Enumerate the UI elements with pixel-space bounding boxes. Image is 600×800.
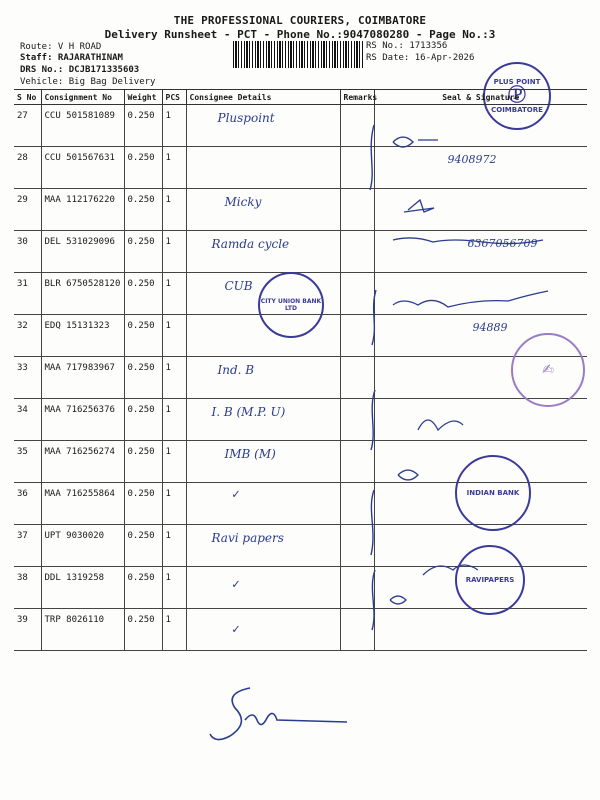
cell-weight: 0.250 xyxy=(124,567,162,609)
stamp-indian-bank-name: INDIAN BANK xyxy=(466,489,520,497)
runsheet-subtitle: Delivery Runsheet - PCT - Phone No.:9047080280 - Page No.:3 xyxy=(104,28,496,41)
ravi-papers-stamp xyxy=(455,545,525,615)
phone-handwriting: 94889 xyxy=(472,321,508,334)
consignee-handwriting: CUB xyxy=(224,279,253,293)
cell-consignment: MAA 716255864 xyxy=(41,483,124,525)
cell-pcs: 1 xyxy=(162,315,186,357)
cell-consignment: BLR 6750528120 xyxy=(41,273,124,315)
remarks-brackets xyxy=(362,110,388,640)
cell-sno: 29 xyxy=(14,189,41,231)
staff-text: Staff: RAJARATHINAM xyxy=(20,53,123,63)
consignee-handwriting: I. B (M.P. U) xyxy=(211,405,286,419)
drs-number: DRS No.: DCJB171335603 xyxy=(20,65,140,75)
cell-sno: 27 xyxy=(14,105,41,147)
cell-consignment: DEL 531029096 xyxy=(41,231,124,273)
stamp-ravi-papers-name: RAVIPAPERS xyxy=(465,576,515,584)
col-weight: Weight xyxy=(124,90,162,105)
cell-pcs: 1 xyxy=(162,105,186,147)
cell-pcs: 1 xyxy=(162,441,186,483)
cell-pcs: 1 xyxy=(162,567,186,609)
cell-consignee xyxy=(186,231,340,273)
cell-sno: 36 xyxy=(14,483,41,525)
cell-weight: 0.250 xyxy=(124,609,162,651)
cell-consignee xyxy=(186,525,340,567)
cell-consignee xyxy=(186,105,340,147)
cell-consignee xyxy=(186,483,340,525)
cell-weight: 0.250 xyxy=(124,147,162,189)
plus-point-logo-icon: Ⓟ xyxy=(508,85,526,106)
cell-pcs: 1 xyxy=(162,609,186,651)
stamp-plus-point-name: PLUS POINT xyxy=(493,78,541,86)
indian-bank-stamp xyxy=(455,455,531,531)
cell-consignment: TRP 8026110 xyxy=(41,609,124,651)
phone-handwriting: 9408972 xyxy=(447,153,497,166)
cell-sno: 35 xyxy=(14,441,41,483)
consignee-handwriting: Pluspoint xyxy=(217,111,275,125)
cell-weight: 0.250 xyxy=(124,273,162,315)
cell-weight: 0.250 xyxy=(124,399,162,441)
consignee-handwriting: Ind. B xyxy=(217,363,255,377)
cell-sno: 34 xyxy=(14,399,41,441)
cell-consignment: CCU 501581089 xyxy=(41,105,124,147)
cell-consignee xyxy=(186,609,340,651)
cell-consignee xyxy=(186,399,340,441)
cell-weight: 0.250 xyxy=(124,189,162,231)
cub-stamp xyxy=(258,272,324,338)
cell-pcs: 1 xyxy=(162,399,186,441)
cell-consignment: MAA 717983967 xyxy=(41,357,124,399)
cell-pcs: 1 xyxy=(162,525,186,567)
route-text: Route: V H ROAD xyxy=(20,42,102,52)
company-title: THE PROFESSIONAL COURIERS, COIMBATORE xyxy=(173,14,427,27)
consignee-handwriting: IMB (M) xyxy=(224,447,276,461)
cell-consignment: EDQ 15131323 xyxy=(41,315,124,357)
cell-sno: 28 xyxy=(14,147,41,189)
barcode xyxy=(233,41,363,68)
cell-pcs: 1 xyxy=(162,273,186,315)
stamp-plus-point-city: COIMBATORE xyxy=(491,106,543,114)
cell-consignment: CCU 501567631 xyxy=(41,147,124,189)
cell-pcs: 1 xyxy=(162,357,186,399)
rs-date: RS Date: 16-Apr-2026 xyxy=(366,53,475,63)
col-sno: S No xyxy=(14,90,41,105)
tick-icon: ✓ xyxy=(232,577,240,592)
col-seal: Seal & Signature xyxy=(374,90,587,105)
consignee-handwriting: Micky xyxy=(224,195,262,209)
cell-consignee xyxy=(186,147,340,189)
cell-consignment: MAA 112176220 xyxy=(41,189,124,231)
stamp-cub-name: CITY UNION BANK LTD xyxy=(260,298,322,312)
phone-handwriting: 6367056709 xyxy=(467,237,538,250)
cell-weight: 0.250 xyxy=(124,315,162,357)
cell-pcs: 1 xyxy=(162,189,186,231)
cell-sno: 32 xyxy=(14,315,41,357)
cell-sno: 33 xyxy=(14,357,41,399)
col-consignee: Consignee Details xyxy=(186,90,340,105)
cell-consignee xyxy=(186,567,340,609)
cell-pcs: 1 xyxy=(162,147,186,189)
cell-sno: 31 xyxy=(14,273,41,315)
col-consignment: Consignment No xyxy=(41,90,124,105)
cell-consignment: MAA 716256274 xyxy=(41,441,124,483)
cell-weight: 0.250 xyxy=(124,483,162,525)
cell-consignee xyxy=(186,189,340,231)
cell-sno: 30 xyxy=(14,231,41,273)
cell-consignment: MAA 716256376 xyxy=(41,399,124,441)
col-remarks: Remarks xyxy=(340,90,374,105)
cell-sno: 38 xyxy=(14,567,41,609)
cell-sno: 39 xyxy=(14,609,41,651)
cell-weight: 0.250 xyxy=(124,525,162,567)
cell-weight: 0.250 xyxy=(124,357,162,399)
vehicle-text: Vehicle: Big Bag Delivery xyxy=(20,77,156,87)
cell-consignee xyxy=(186,441,340,483)
rs-number: RS No.: 1713356 xyxy=(366,41,448,51)
cell-consignee xyxy=(186,357,340,399)
cell-consignment: DDL 1319258 xyxy=(41,567,124,609)
tick-icon: ✓ xyxy=(232,622,240,637)
cell-weight: 0.250 xyxy=(124,231,162,273)
cell-weight: 0.250 xyxy=(124,105,162,147)
consignee-handwriting: Ramda cycle xyxy=(211,237,290,251)
consignee-handwriting: Ravi papers xyxy=(211,531,284,545)
cell-sno: 37 xyxy=(14,525,41,567)
tick-icon: ✓ xyxy=(232,487,240,502)
col-pcs: PCS xyxy=(162,90,186,105)
cell-pcs: 1 xyxy=(162,231,186,273)
cell-consignment: UPT 9030020 xyxy=(41,525,124,567)
violet-signature-stamp: ✍ xyxy=(511,333,585,407)
bottom-signature xyxy=(205,680,365,750)
table-header-row xyxy=(14,90,587,105)
cell-weight: 0.250 xyxy=(124,441,162,483)
cell-pcs: 1 xyxy=(162,483,186,525)
